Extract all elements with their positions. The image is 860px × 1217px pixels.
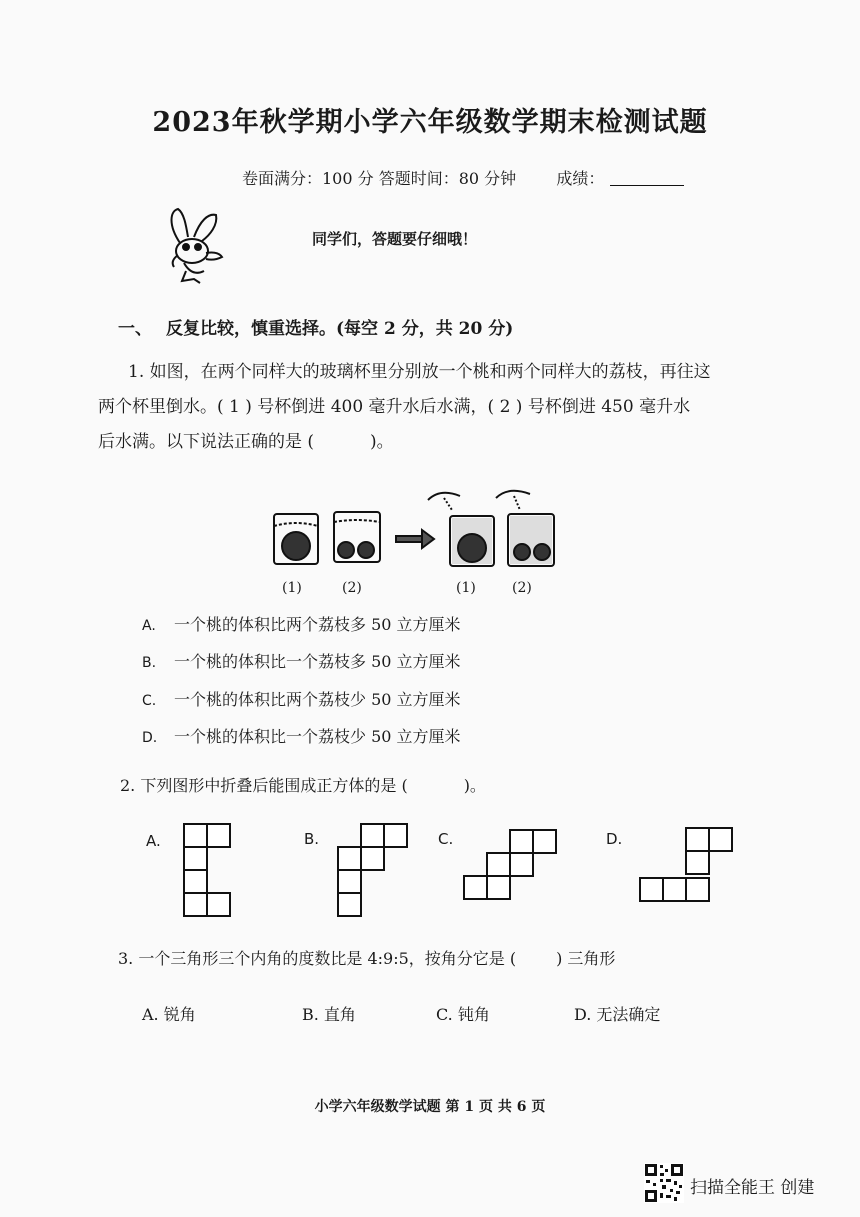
q3-option-d[interactable]: D. 无法确定 (574, 1005, 661, 1024)
watermark-text: 扫描全能王 创建 (690, 1178, 815, 1198)
q3-text-end: ) 三角形 (556, 949, 616, 968)
q1-option-d[interactable]: D. 一个桃的体积比一个荔枝少 50 立方厘米 (142, 727, 461, 746)
q3-option-b[interactable]: B. 直角 (302, 1005, 356, 1024)
score-label: 成绩： (556, 169, 605, 188)
q1-option-c[interactable]: C. 一个桃的体积比两个荔枝少 50 立方厘米 (142, 690, 461, 709)
q3-text: 3. 一个三角形三个内角的度数比是 4:9:5，按角分它是 ( (118, 949, 517, 968)
q2-text: 2. 下列图形中折叠后能围成正方体的是 ( (120, 776, 408, 795)
q1-line-1: 1. 如图，在两个同样大的玻璃杯里分别放一个桃和两个同样大的荔枝，再往这 (128, 362, 711, 382)
score-blank (610, 171, 684, 186)
net-label-b: B. (304, 830, 320, 848)
q1-option-a[interactable]: A. 一个桃的体积比两个荔枝多 50 立方厘米 (142, 615, 461, 634)
section-heading (118, 314, 513, 339)
exam-meta (242, 166, 684, 189)
cube-net-d[interactable] (638, 826, 736, 906)
cartoon-rabbit-icon (160, 205, 232, 285)
cube-net-a[interactable] (182, 822, 234, 918)
slogan: 同学们，答题要仔细哦！ (312, 230, 478, 248)
cup-label-1: (1) (282, 580, 302, 596)
cup-label-2: (2) (342, 580, 362, 596)
section-number: 一、 (118, 319, 152, 339)
q1-line-3-text: 后水满。以下说法正确的是 ( (98, 432, 315, 452)
net-label-a: A. (146, 832, 161, 850)
q1-line-3-end: )。 (370, 432, 394, 452)
q1-line-2: 两个杯里倒水。( 1 ) 号杯倒进 400 毫升水后水满，( 2 ) 号杯倒进 450 毫升水 (98, 397, 691, 417)
page-footer: 小学六年级数学试题 第 1 页 共 6 页 (314, 1099, 546, 1115)
q1-line-3 (98, 425, 798, 460)
cube-net-c[interactable] (462, 828, 560, 906)
question-2 (120, 773, 486, 796)
right-arrow-icon (396, 530, 434, 548)
question-1 (98, 355, 798, 460)
cups-figure (268, 486, 568, 576)
cup-label-4: (2) (512, 580, 532, 596)
net-label-c: C. (438, 830, 454, 848)
cup-label-3: (1) (456, 580, 476, 596)
q3-option-c[interactable]: C. 钝角 (436, 1005, 490, 1024)
question-3 (118, 946, 615, 969)
q2-text-end: )。 (463, 776, 486, 795)
answer-time: 答题时间：80 分钟 (378, 169, 517, 188)
net-label-d: D. (606, 830, 623, 848)
section-title: 反复比较，慎重选择。(每空 2 分，共 20 分) (166, 319, 514, 339)
qr-code-icon (644, 1163, 684, 1203)
full-score: 卷面满分：100 分 (242, 169, 374, 188)
q1-option-b[interactable]: B. 一个桃的体积比一个荔枝多 50 立方厘米 (142, 652, 461, 671)
page-title: 2023年秋学期小学六年级数学期末检测试题 (152, 107, 708, 138)
q3-option-a[interactable]: A. 锐角 (142, 1005, 196, 1024)
cube-net-b[interactable] (336, 822, 410, 918)
